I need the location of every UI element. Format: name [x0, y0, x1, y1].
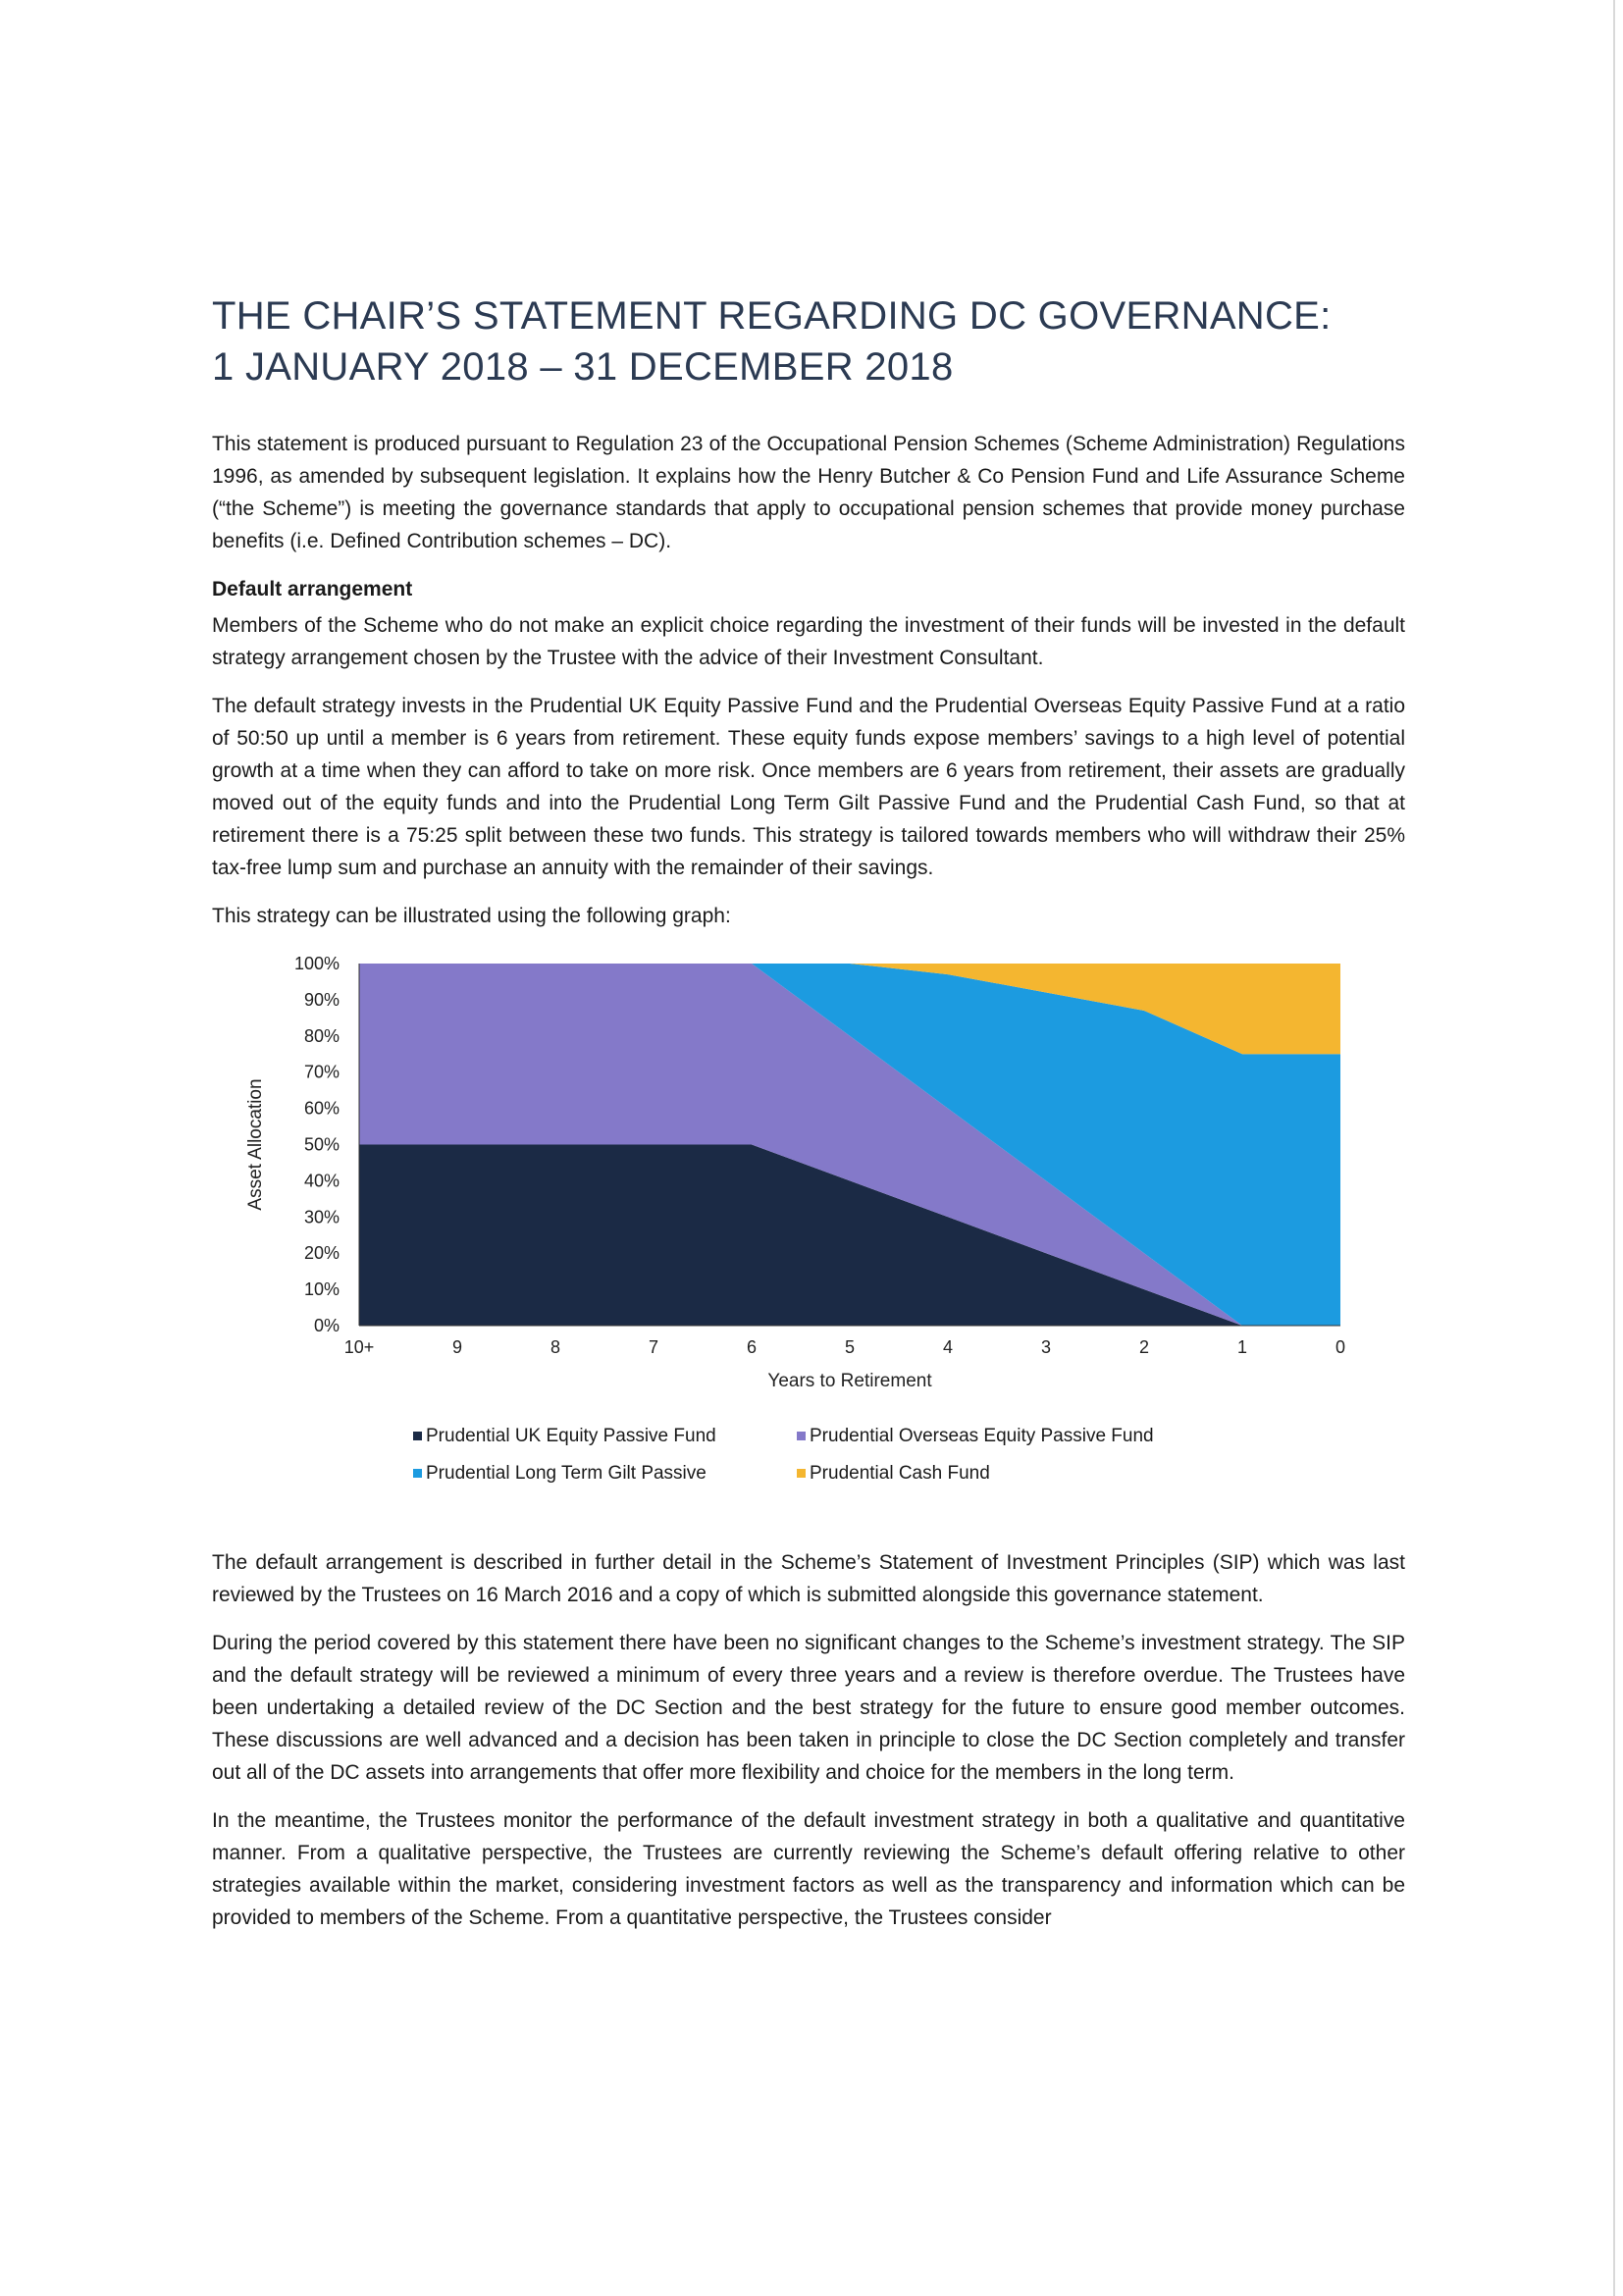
- y-tick-label: 90%: [303, 989, 340, 1010]
- y-tick-label: 20%: [303, 1243, 340, 1264]
- y-tick-label: 50%: [303, 1134, 340, 1155]
- y-tick-label: 0%: [313, 1316, 340, 1335]
- x-tick-label: 1: [1236, 1337, 1248, 1357]
- y-tick-label: 80%: [303, 1025, 340, 1046]
- title-line-1: THE CHAIR’S STATEMENT REGARDING DC GOVERNANCE:: [212, 294, 1332, 338]
- x-tick-label: 9: [451, 1337, 463, 1357]
- y-tick-label: 10%: [303, 1279, 340, 1300]
- y-tick-label: 40%: [303, 1171, 340, 1191]
- x-tick-label: 7: [648, 1337, 659, 1357]
- x-tick-label: 2: [1138, 1337, 1150, 1357]
- title-line-2: 1 JANUARY 2018 – 31 DECEMBER 2018: [212, 345, 954, 389]
- x-tick-label: 0: [1335, 1337, 1346, 1357]
- x-tick-label: 3: [1040, 1337, 1052, 1357]
- paragraph-default-strategy: The default strategy invests in the Prudential UK Equity Passive Fund and the Prudential Overseas Equity Passive Fund at a ratio of 50:50 up until a member is 6 years from retirement. These equity funds expose members’ savings to a high level of potential growth at a time when they can afford to take on more risk. Once members are 6 years from retirement, their assets are gradually moved out of the equity funds and into the Prudential Long Term Gilt Passive Fund and the Prudential Cash Fund, so that at retirement there is a 75:25 split between these two funds. This strategy is tailored towards members who will withdraw their 25% tax-free lump sum and purchase an annuity with the remainder of their savings.: [212, 695, 1405, 879]
- y-tick-label: 70%: [303, 1062, 340, 1082]
- legend-item: [797, 1462, 990, 1486]
- page-edge-line: [1613, 0, 1615, 2296]
- x-axis-title: Years to Retirement: [767, 1371, 932, 1391]
- legend-swatch: [413, 1432, 422, 1440]
- x-tick-label: 6: [746, 1337, 758, 1357]
- x-tick-label: 5: [844, 1337, 856, 1357]
- paragraph-graph-intro: This strategy can be illustrated using the following graph:: [212, 905, 731, 927]
- section-heading: Default arrangement: [212, 578, 413, 600]
- legend-label: Prudential Long Term Gilt Passive: [426, 1463, 707, 1484]
- y-tick-label: 60%: [303, 1098, 340, 1119]
- document-content: [212, 290, 1405, 1950]
- paragraph-default-choice: Members of the Scheme who do not make an explicit choice regarding the investment of their funds will be invested in the default strategy arrangement chosen by the Trustee with the advice of their Investment Consultant.: [212, 614, 1405, 669]
- legend-item: [413, 1462, 707, 1486]
- page-title: [212, 290, 1405, 392]
- paragraph-review: During the period covered by this statement there have been no significant changes to the Scheme’s investment strategy. The SIP and the default strategy will be reviewed a minimum of every three years and a review is therefore overdue. The Trustees have been undertaking a detailed review of the DC Section and the best strategy for the future to ensure good member outcomes. These discussions are well advanced and a decision has been taken in principle to close the DC Section completely and transfer out all of the DC assets into arrangements that offer more flexibility and choice for the members in the long term.: [212, 1632, 1405, 1784]
- paragraph-sip: The default arrangement is described in further detail in the Scheme’s Statement of Investment Principles (SIP) which was last reviewed by the Trustees on 16 March 2016 and a copy of which is submitted alongside this governance statement.: [212, 1551, 1405, 1606]
- legend-item: [797, 1425, 1154, 1448]
- x-tick-label: 10+: [343, 1337, 375, 1357]
- y-axis-title: Asset Allocation: [245, 1078, 266, 1211]
- allocation-chart: [212, 948, 1405, 1517]
- legend-swatch: [797, 1469, 806, 1478]
- legend-label: Prudential UK Equity Passive Fund: [426, 1426, 716, 1446]
- allocation-chart-svg: [212, 948, 1405, 1419]
- legend-swatch: [797, 1432, 806, 1440]
- y-tick-label: 30%: [303, 1207, 340, 1227]
- legend-swatch: [413, 1469, 422, 1478]
- chart-legend: [212, 1419, 1405, 1497]
- x-tick-label: 4: [942, 1337, 954, 1357]
- y-tick-label: 100%: [293, 954, 340, 973]
- intro-paragraph: This statement is produced pursuant to Regulation 23 of the Occupational Pension Schemes (Scheme Administration) Regulations 1996, as amended by subsequent legislation. It explains how the Henry Butcher & Co Pension Fund and Life Assurance Scheme (“the Scheme”) is meeting the governance standards that apply to occupational pension schemes that provide money purchase benefits (i.e. Defined Contribution schemes – DC).: [212, 433, 1405, 552]
- legend-item: [413, 1425, 716, 1448]
- legend-label: Prudential Overseas Equity Passive Fund: [810, 1426, 1154, 1446]
- paragraph-monitoring: In the meantime, the Trustees monitor the performance of the default investment strategy in both a qualitative and quantitative manner. From a qualitative perspective, the Trustees are currently reviewing the Scheme’s default offering relative to other strategies available within the market, considering investment factors as well as the transparency and information which can be provided to members of the Scheme. From a quantitative perspective, the Trustees consider: [212, 1809, 1405, 1929]
- legend-label: Prudential Cash Fund: [810, 1463, 990, 1484]
- x-tick-label: 8: [550, 1337, 561, 1357]
